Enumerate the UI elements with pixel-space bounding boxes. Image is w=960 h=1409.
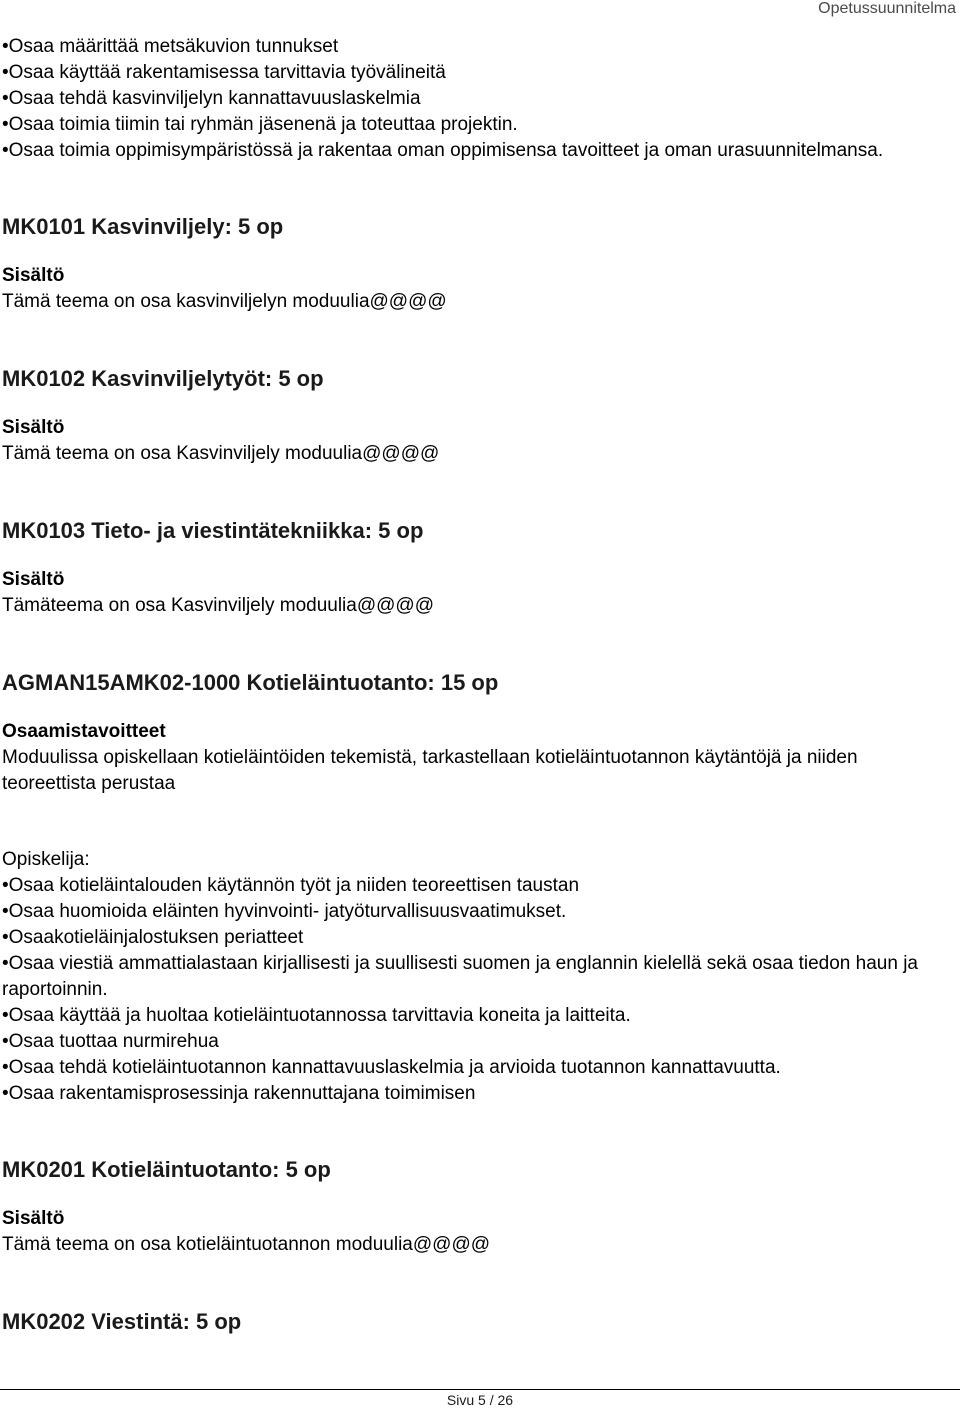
section-title-mk0103: MK0103 Tieto- ja viestintätekniikka: 5 op bbox=[2, 518, 424, 543]
list-item: •Osaa käyttää rakentamisessa tarvittavia työvälineitä bbox=[2, 62, 446, 83]
list-item: •Osaa tehdä kasvinviljelyn kannattavuuslaskelmia bbox=[2, 88, 421, 109]
list-item: •Osaa huomioida eläinten hyvinvointi- jatyöturvallisuusvaatimukset. bbox=[2, 901, 567, 922]
section-text: Tämä teema on osa Kasvinviljely moduulia@@@@ bbox=[2, 443, 440, 464]
intro-bullet-list bbox=[2, 34, 952, 164]
section-subheading: Sisältö bbox=[2, 569, 65, 590]
section-text: Tämä teema on osa kasvinviljelyn moduulia@@@@ bbox=[2, 291, 447, 312]
list-item: •Osaa kotieläintalouden käytännön työt ja niiden teoreettisen taustan bbox=[2, 875, 580, 896]
page-content bbox=[2, 34, 952, 1336]
student-label: Opiskelija: bbox=[2, 849, 90, 870]
list-item: •Osaa toimia tiimin tai ryhmän jäsenenä ja toteuttaa projektin. bbox=[2, 114, 518, 135]
section-subheading: Sisältö bbox=[2, 1208, 65, 1229]
section-title-mk0201: MK0201 Kotieläintuotanto: 5 op bbox=[2, 1157, 331, 1182]
list-item: •Osaa tuottaa nurmirehua bbox=[2, 1031, 219, 1052]
page-footer bbox=[0, 1389, 960, 1409]
section-text: Moduulissa opiskellaan kotieläintöiden tekemistä, tarkastellaan kotieläintuotannon käytäntöjä ja niiden teoreettista perustaa bbox=[2, 747, 858, 794]
document-header-label: Opetussuunnitelma bbox=[818, 0, 956, 17]
list-item: •Osaa käyttää ja huoltaa kotieläintuotannossa tarvittavia koneita ja laitteita. bbox=[2, 1005, 631, 1026]
section-subheading: Osaamistavoitteet bbox=[2, 721, 166, 742]
list-item: •Osaa toimia oppimisympäristössä ja rakentaa oman oppimisensa tavoitteet ja oman urasuunnitelmansa. bbox=[2, 140, 884, 161]
list-item: •Osaa rakentamisprosessinja rakennuttajana toimimisen bbox=[2, 1083, 476, 1104]
list-item: •Osaa määrittää metsäkuvion tunnukset bbox=[2, 36, 339, 57]
objectives-bullet-list bbox=[2, 873, 952, 1107]
list-item: •Osaakotieläinjalostuksen periatteet bbox=[2, 927, 304, 948]
section-text: Tämäteema on osa Kasvinviljely moduulia@@@@ bbox=[2, 595, 434, 616]
section-title-mk0102: MK0102 Kasvinviljelytyöt: 5 op bbox=[2, 366, 324, 391]
section-title-mk0101: MK0101 Kasvinviljely: 5 op bbox=[2, 214, 284, 239]
page-number: Sivu 5 / 26 bbox=[446, 1392, 514, 1408]
list-item: •Osaa tehdä kotieläintuotannon kannattavuuslaskelmia ja arvioida tuotannon kannattavuutta. bbox=[2, 1057, 781, 1078]
section-subheading: Sisältö bbox=[2, 417, 65, 438]
section-subheading: Sisältö bbox=[2, 265, 65, 286]
footer-divider bbox=[0, 1389, 960, 1390]
list-item: •Osaa viestiä ammattialastaan kirjallisesti ja suullisesti suomen ja englannin kielellä sekä osaa tiedon haun ja raportoinnin. bbox=[2, 953, 918, 1000]
section-title-agman: AGMAN15AMK02-1000 Kotieläintuotanto: 15 op bbox=[2, 670, 499, 695]
section-title-mk0202: MK0202 Viestintä: 5 op bbox=[2, 1309, 242, 1334]
section-text: Tämä teema on osa kotieläintuotannon moduulia@@@@ bbox=[2, 1234, 491, 1255]
